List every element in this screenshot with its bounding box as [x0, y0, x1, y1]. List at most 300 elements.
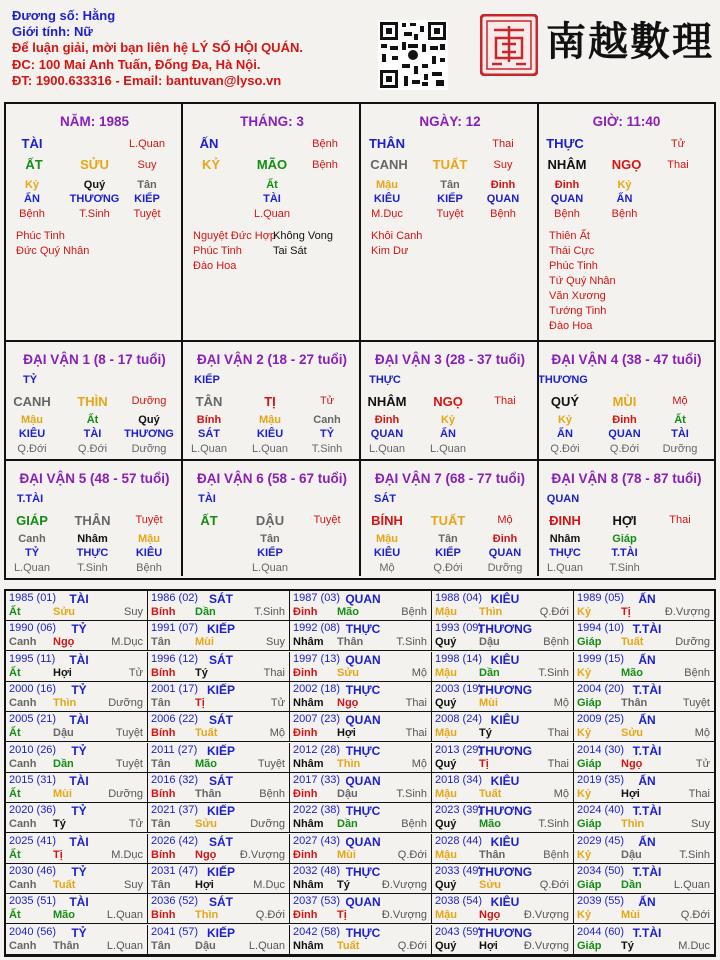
year-cell [148, 621, 290, 651]
year-label: 2016 (32) [151, 773, 199, 786]
year-branch: Mão [337, 606, 359, 618]
pillar-cell [6, 104, 183, 342]
year-branch: Sửu [479, 878, 502, 891]
year-label: 2042 (58) [293, 925, 341, 938]
qr-code-icon [378, 20, 448, 90]
year-cell [574, 621, 714, 651]
year-stem: Nhâm [293, 818, 324, 831]
year-stage: Bệnh [401, 818, 427, 831]
earthly-branch: NGỌ [433, 394, 463, 409]
year-branch: Thìn [621, 818, 645, 831]
hidden-stage: Q.Đới [609, 443, 640, 455]
heavenly-stem: ẤT [25, 157, 43, 172]
year-label: 1996 (12) [151, 652, 199, 665]
year-branch: Dần [53, 757, 74, 770]
year-stage: Q.Đới [539, 606, 569, 618]
year-stage: Suy [266, 636, 285, 649]
year-stage: Đ.Vượng [239, 848, 285, 861]
seal-stamp-icon [480, 14, 538, 76]
year-branch: Ngọ [195, 848, 217, 861]
dai-van-cell [183, 461, 361, 576]
year-cell [148, 743, 290, 773]
branch-stage: Thai [669, 514, 691, 526]
year-ten-god: SÁT [209, 713, 233, 728]
year-stem: Bính [151, 909, 176, 922]
year-label: 2011 (27) [151, 743, 198, 756]
hidden-stage: T.Sinh [79, 208, 110, 220]
dai-van-cell [539, 461, 714, 576]
year-ten-god: TỶ [71, 743, 87, 758]
year-stage: L.Quan [106, 939, 143, 952]
heavenly-stem: GIÁP [16, 513, 48, 528]
year-stem: Đinh [293, 666, 318, 679]
year-cell [574, 712, 714, 742]
year-branch: Mùi [479, 696, 498, 709]
year-stem: Kỷ [577, 909, 592, 922]
year-stem: Ất [9, 606, 21, 618]
year-branch: Thân [621, 696, 648, 709]
hidden-stem: Ất [674, 414, 686, 426]
year-label: 1989 (05) [577, 592, 625, 604]
year-label: 2019 (35) [577, 773, 625, 786]
star-item: Đào Hoa [193, 260, 237, 272]
year-label: 2001 (17) [151, 682, 199, 695]
hidden-stage: Tuyệt [133, 208, 161, 220]
year-cell [6, 894, 148, 924]
year-branch: Mùi [53, 787, 72, 800]
star-item: Đức Quý Nhân [16, 245, 90, 257]
year-stage: Dưỡng [108, 696, 143, 709]
year-ten-god: QUAN [345, 592, 381, 606]
hidden-stem: Giáp [612, 533, 637, 545]
year-stem: Mậu [435, 606, 457, 618]
year-cell [6, 834, 148, 864]
year-label: 2029 (45) [577, 834, 625, 847]
hidden-stage: L.Quan [190, 443, 228, 455]
ten-god: ẤN [199, 136, 219, 151]
year-stage: Tuyệt [115, 757, 143, 770]
year-cell [432, 864, 574, 894]
year-branch: Tuất [53, 878, 76, 891]
year-ten-god: KIÊU [490, 592, 520, 606]
year-label: 2021 (37) [151, 804, 199, 817]
year-label: 2015 (31) [9, 773, 57, 786]
year-stem: Đinh [293, 848, 318, 861]
year-stage: Mộ [553, 787, 569, 800]
year-stage: Mộ [411, 757, 427, 770]
year-stage: Thai [405, 696, 427, 709]
earthly-branch: SỬU [80, 157, 109, 172]
year-stem: Quý [435, 696, 457, 709]
year-label: 1988 (04) [435, 592, 483, 604]
earthly-branch: THÂN [74, 513, 111, 528]
hidden-god: ẤN [616, 193, 633, 205]
year-cell [574, 864, 714, 894]
hidden-stem: Mậu [138, 533, 160, 545]
year-label: 2026 (42) [151, 834, 199, 847]
year-cell [574, 652, 714, 682]
heavenly-stem: CANH [370, 157, 408, 172]
earthly-branch: MÙI [612, 394, 637, 409]
year-label: 2022 (38) [293, 804, 341, 817]
year-ten-god: KIÊU [490, 773, 520, 788]
year-cell [290, 652, 432, 682]
year-stage: Suy [124, 606, 143, 618]
hidden-god: KIÊU [135, 547, 163, 559]
hidden-stage: Dưỡng [487, 562, 523, 574]
year-stem: Canh [9, 757, 37, 770]
hidden-stem: Nhâm [549, 533, 581, 545]
year-stage: Đ.Vượng [381, 909, 427, 922]
year-branch: Tý [337, 878, 350, 891]
year-stage: Mộ [269, 727, 285, 740]
contact-note: Để luận giải, mời bạn liên hệ LÝ SỐ HỘI QUÁN. [12, 40, 303, 56]
year-stage: L.Quan [106, 909, 143, 922]
year-stem: Kỷ [577, 666, 592, 679]
year-ten-god: KIẾP [206, 682, 236, 697]
year-stem: Nhâm [293, 636, 324, 649]
year-ten-god: KIẾP [206, 925, 236, 940]
year-label: 1992 (08) [293, 622, 341, 635]
year-cell [6, 773, 148, 803]
ten-god: THƯƠNG [538, 374, 588, 386]
year-stem: Ất [9, 787, 21, 800]
year-stage: T.Sinh [396, 636, 427, 649]
pillar-title: GIỜ: 11:40 [592, 114, 661, 129]
earthly-branch: THÌN [77, 394, 108, 409]
year-stem: Canh [9, 939, 37, 952]
year-label: 2008 (24) [435, 713, 483, 726]
year-cell [290, 682, 432, 712]
year-stem: Mậu [435, 909, 457, 922]
year-stem: Kỷ [577, 727, 592, 740]
hidden-stage: M.Dục [371, 208, 403, 220]
year-stage: Q.Đới [397, 939, 427, 952]
brand-logo: 南越數理 [546, 18, 714, 65]
year-ten-god: KIẾP [206, 864, 236, 879]
year-stage: Suy [124, 878, 143, 891]
hidden-god: ẤN [24, 193, 40, 205]
year-ten-god: THỰC [345, 804, 381, 819]
hidden-stem: Đinh [490, 179, 516, 191]
year-ten-god: TÀI [69, 592, 89, 606]
year-stem: Ất [9, 848, 21, 861]
year-stem: Quý [435, 939, 457, 952]
year-label: 2024 (40) [577, 804, 625, 817]
hidden-god: QUAN [486, 193, 520, 205]
year-label: 2038 (54) [435, 895, 483, 908]
star-item: Tướng Tinh [549, 305, 607, 317]
dai-van-cell [361, 461, 539, 576]
hidden-stem: Quý [138, 414, 160, 426]
heavenly-stem: ẤT [200, 513, 218, 528]
ten-god: QUAN [546, 493, 580, 505]
year-stage: Q.Đới [680, 909, 710, 922]
year-stage: M.Dục [111, 636, 143, 649]
year-label: 2010 (26) [9, 743, 57, 756]
year-stem: Quý [435, 757, 457, 770]
year-ten-god: THỰC [345, 682, 381, 697]
dai-van-title: ĐẠI VẬN 5 (48 - 57 tuổi) [19, 471, 170, 486]
hidden-stem: Tân [438, 533, 458, 545]
year-cell [148, 834, 290, 864]
year-label: 2023 (39) [435, 804, 483, 817]
year-ten-god: T.TÀI [632, 682, 662, 697]
year-stem: Canh [9, 636, 37, 649]
year-cell [6, 652, 148, 682]
year-label: 2007 (23) [293, 713, 341, 726]
year-stage: Dưỡng [108, 787, 143, 800]
year-branch: Tị [53, 848, 63, 861]
year-branch: Dậu [479, 636, 500, 649]
year-branch: Mão [479, 818, 501, 831]
year-cell [148, 591, 290, 621]
year-branch: Hợi [479, 939, 498, 952]
hidden-god: TÀI [671, 428, 689, 440]
hidden-stage: Bệnh [554, 208, 580, 220]
year-cell [574, 925, 714, 955]
year-ten-god: T.TÀI [632, 925, 662, 940]
hidden-stage: Dưỡng [662, 443, 698, 455]
hidden-stem: Nhâm [77, 533, 108, 545]
year-stem: Bính [151, 727, 176, 740]
year-stage: Đ.Vượng [381, 878, 427, 891]
year-label: 2006 (22) [151, 713, 199, 726]
year-cell [432, 803, 574, 833]
star-item: Không Vong [273, 230, 333, 242]
year-ten-god: THỰC [345, 743, 381, 758]
year-branch: Tuất [621, 636, 644, 649]
year-branch: Dậu [621, 848, 642, 861]
year-label: 2028 (44) [435, 834, 483, 847]
year-ten-god: ẤN [638, 895, 656, 910]
year-ten-god: QUAN [345, 713, 381, 728]
year-stem: Mậu [435, 666, 457, 679]
hidden-god: QUAN [488, 547, 522, 559]
year-branch: Ngọ [621, 757, 643, 770]
heavenly-stem: BÍNH [371, 513, 403, 528]
year-branch: Sửu [53, 606, 76, 618]
year-cell [148, 864, 290, 894]
year-stem: Đinh [293, 606, 318, 618]
hidden-stem: Ất [86, 414, 99, 426]
year-cell [148, 925, 290, 955]
hidden-stem: Canh [313, 414, 341, 426]
year-ten-god: ẤN [638, 773, 656, 788]
hidden-stage: Bệnh [136, 562, 162, 574]
hidden-stage: Bệnh [611, 208, 638, 220]
year-label: 2002 (18) [293, 682, 341, 695]
earthly-branch: TỊ [264, 394, 276, 409]
year-cell [432, 712, 574, 742]
hidden-stage: Q.Đới [433, 562, 463, 574]
branch-stage: Tuyệt [313, 514, 341, 526]
year-ten-god: THỰC [345, 925, 381, 940]
year-label: 2014 (30) [577, 743, 625, 756]
star-item: Tai Sát [273, 245, 307, 257]
year-stage: T.Sinh [679, 848, 710, 861]
hidden-stage: Q.Đới [17, 443, 47, 455]
year-branch: Tý [195, 666, 208, 679]
year-ten-god: ẤN [638, 834, 656, 849]
year-ten-god: ẤN [638, 592, 656, 606]
hidden-god: KIẾP [435, 547, 461, 559]
pillars-grid [4, 102, 716, 580]
year-stage: Q.Đới [539, 878, 569, 891]
year-stage: T.Sinh [254, 606, 285, 618]
year-stage: Bệnh [684, 666, 710, 679]
annual-table [4, 589, 716, 957]
year-ten-god: THƯƠNG [477, 864, 533, 879]
hidden-god: QUAN [370, 428, 404, 440]
year-stage: Thai [547, 757, 569, 770]
year-stem: Nhâm [293, 878, 324, 891]
year-branch: Mùi [621, 909, 640, 922]
year-stage: Tử [128, 666, 143, 679]
hidden-stem: Tân [260, 533, 280, 545]
hidden-stage: L.Quan [13, 562, 51, 574]
year-stem: Đinh [293, 909, 318, 922]
star-item: Văn Xương [549, 290, 606, 302]
hidden-god: THỰC [76, 547, 109, 559]
branch-stage: Thai [494, 395, 516, 407]
hidden-stem: Ất [266, 179, 278, 191]
year-cell [290, 925, 432, 955]
year-label: 2032 (48) [293, 864, 341, 877]
year-cell [6, 712, 148, 742]
year-cell [290, 864, 432, 894]
branch-stage: Thai [667, 159, 689, 171]
year-ten-god: KIÊU [490, 895, 520, 910]
year-stage: Thai [688, 787, 710, 800]
pillar-cell [183, 104, 361, 342]
year-cell [574, 591, 714, 621]
phone-email: ĐT: 1900.633316 - Email: bantuvan@lyso.vn [12, 72, 282, 88]
year-branch: Dần [337, 818, 358, 831]
year-stem: Giáp [577, 818, 602, 831]
star-item: Nguyệt Đức Hợp [193, 230, 277, 242]
year-stem: Quý [435, 818, 457, 831]
year-ten-god: KIÊU [490, 713, 520, 728]
year-label: 2033 (49) [435, 864, 483, 877]
year-cell [290, 591, 432, 621]
hidden-god: TỶ [319, 428, 335, 440]
dai-van-title: ĐẠI VẬN 6 (58 - 67 tuổi) [196, 471, 348, 486]
year-stem: Kỷ [577, 606, 592, 618]
header-info [12, 8, 372, 89]
dai-van-cell [6, 342, 183, 461]
year-cell [574, 834, 714, 864]
year-label: 2031 (47) [151, 864, 199, 877]
hidden-stage: Mộ [379, 562, 395, 574]
year-ten-god: THỰC [345, 622, 381, 637]
star-item: Tứ Quý Nhân [549, 275, 616, 287]
year-ten-god: TỶ [71, 682, 87, 697]
branch-stage: Dưỡng [131, 395, 167, 407]
hidden-stem: Đinh [492, 533, 518, 545]
hidden-god: THƯƠNG [69, 193, 120, 205]
year-stage: Dưỡng [675, 636, 710, 649]
year-branch: Sửu [621, 727, 644, 740]
year-branch: Dần [479, 666, 500, 679]
year-ten-god: QUAN [345, 895, 381, 910]
dai-van-title: ĐẠI VẬN 3 (28 - 37 tuổi) [374, 352, 526, 367]
year-cell [290, 773, 432, 803]
year-ten-god: THƯƠNG [477, 743, 533, 758]
life-stage: Tử [670, 138, 686, 150]
year-branch: Mão [621, 666, 643, 679]
hidden-stage: Dưỡng [131, 443, 167, 455]
year-cell [574, 894, 714, 924]
year-cell [290, 894, 432, 924]
year-branch: Sửu [195, 818, 218, 831]
star-item: Phúc Tinh [16, 230, 65, 242]
year-label: 2040 (56) [9, 925, 57, 938]
year-stem: Đinh [293, 787, 318, 800]
year-stem: Quý [435, 878, 457, 891]
year-stage: Mộ [694, 727, 710, 740]
year-branch: Tuất [337, 939, 360, 952]
year-ten-god: KIÊU [490, 834, 520, 849]
year-cell [432, 682, 574, 712]
hidden-god: TÀI [83, 428, 102, 440]
year-branch: Hợi [53, 666, 72, 679]
year-cell [290, 743, 432, 773]
year-cell [432, 834, 574, 864]
year-stage: L.Quan [248, 939, 285, 952]
year-stem: Kỷ [577, 848, 592, 861]
year-stage: Bệnh [401, 606, 427, 618]
year-stage: Đ.Vượng [523, 939, 569, 952]
year-cell [290, 803, 432, 833]
year-stem: Giáp [577, 878, 602, 891]
heavenly-stem: NHÂM [547, 157, 587, 172]
hidden-stem: Mậu [259, 414, 281, 426]
pillar-title: NĂM: 1985 [59, 114, 130, 129]
hidden-stage: L.Quan [368, 443, 406, 455]
year-label: 1997 (13) [293, 652, 341, 665]
year-ten-god: SÁT [209, 652, 233, 667]
year-stem: Giáp [577, 636, 602, 649]
hidden-stage: T.Sinh [311, 443, 343, 455]
year-stage: Mộ [411, 666, 427, 679]
year-stem: Ất [9, 666, 21, 679]
hidden-stage: L.Quan [251, 443, 289, 455]
hidden-stage: Tuyệt [436, 208, 464, 220]
year-stage: Tử [128, 818, 143, 831]
year-ten-god: THƯƠNG [477, 925, 533, 940]
heavenly-stem: QUÝ [550, 394, 580, 409]
year-stage: Tuyệt [257, 757, 285, 770]
pillar-title: THÁNG: 3 [240, 114, 304, 129]
year-stem: Canh [9, 878, 37, 891]
earthly-branch: NGỌ [611, 157, 642, 172]
year-branch: Thân [195, 787, 222, 800]
dai-van-title: ĐẠI VẬN 4 (38 - 47 tuổi) [551, 352, 702, 367]
star-item: Thái Cực [549, 245, 595, 257]
hidden-god: T.TÀI [611, 547, 638, 559]
year-cell [432, 621, 574, 651]
ten-god: SÁT [374, 493, 396, 505]
hidden-stem: Canh [18, 533, 46, 545]
year-cell [148, 773, 290, 803]
ten-god: T.TÀI [16, 493, 44, 505]
year-cell [432, 652, 574, 682]
year-stage: Mộ [553, 696, 569, 709]
hidden-stem: Tân [440, 179, 460, 191]
year-stem: Giáp [577, 696, 602, 709]
branch-stage: Tuyệt [135, 514, 163, 526]
